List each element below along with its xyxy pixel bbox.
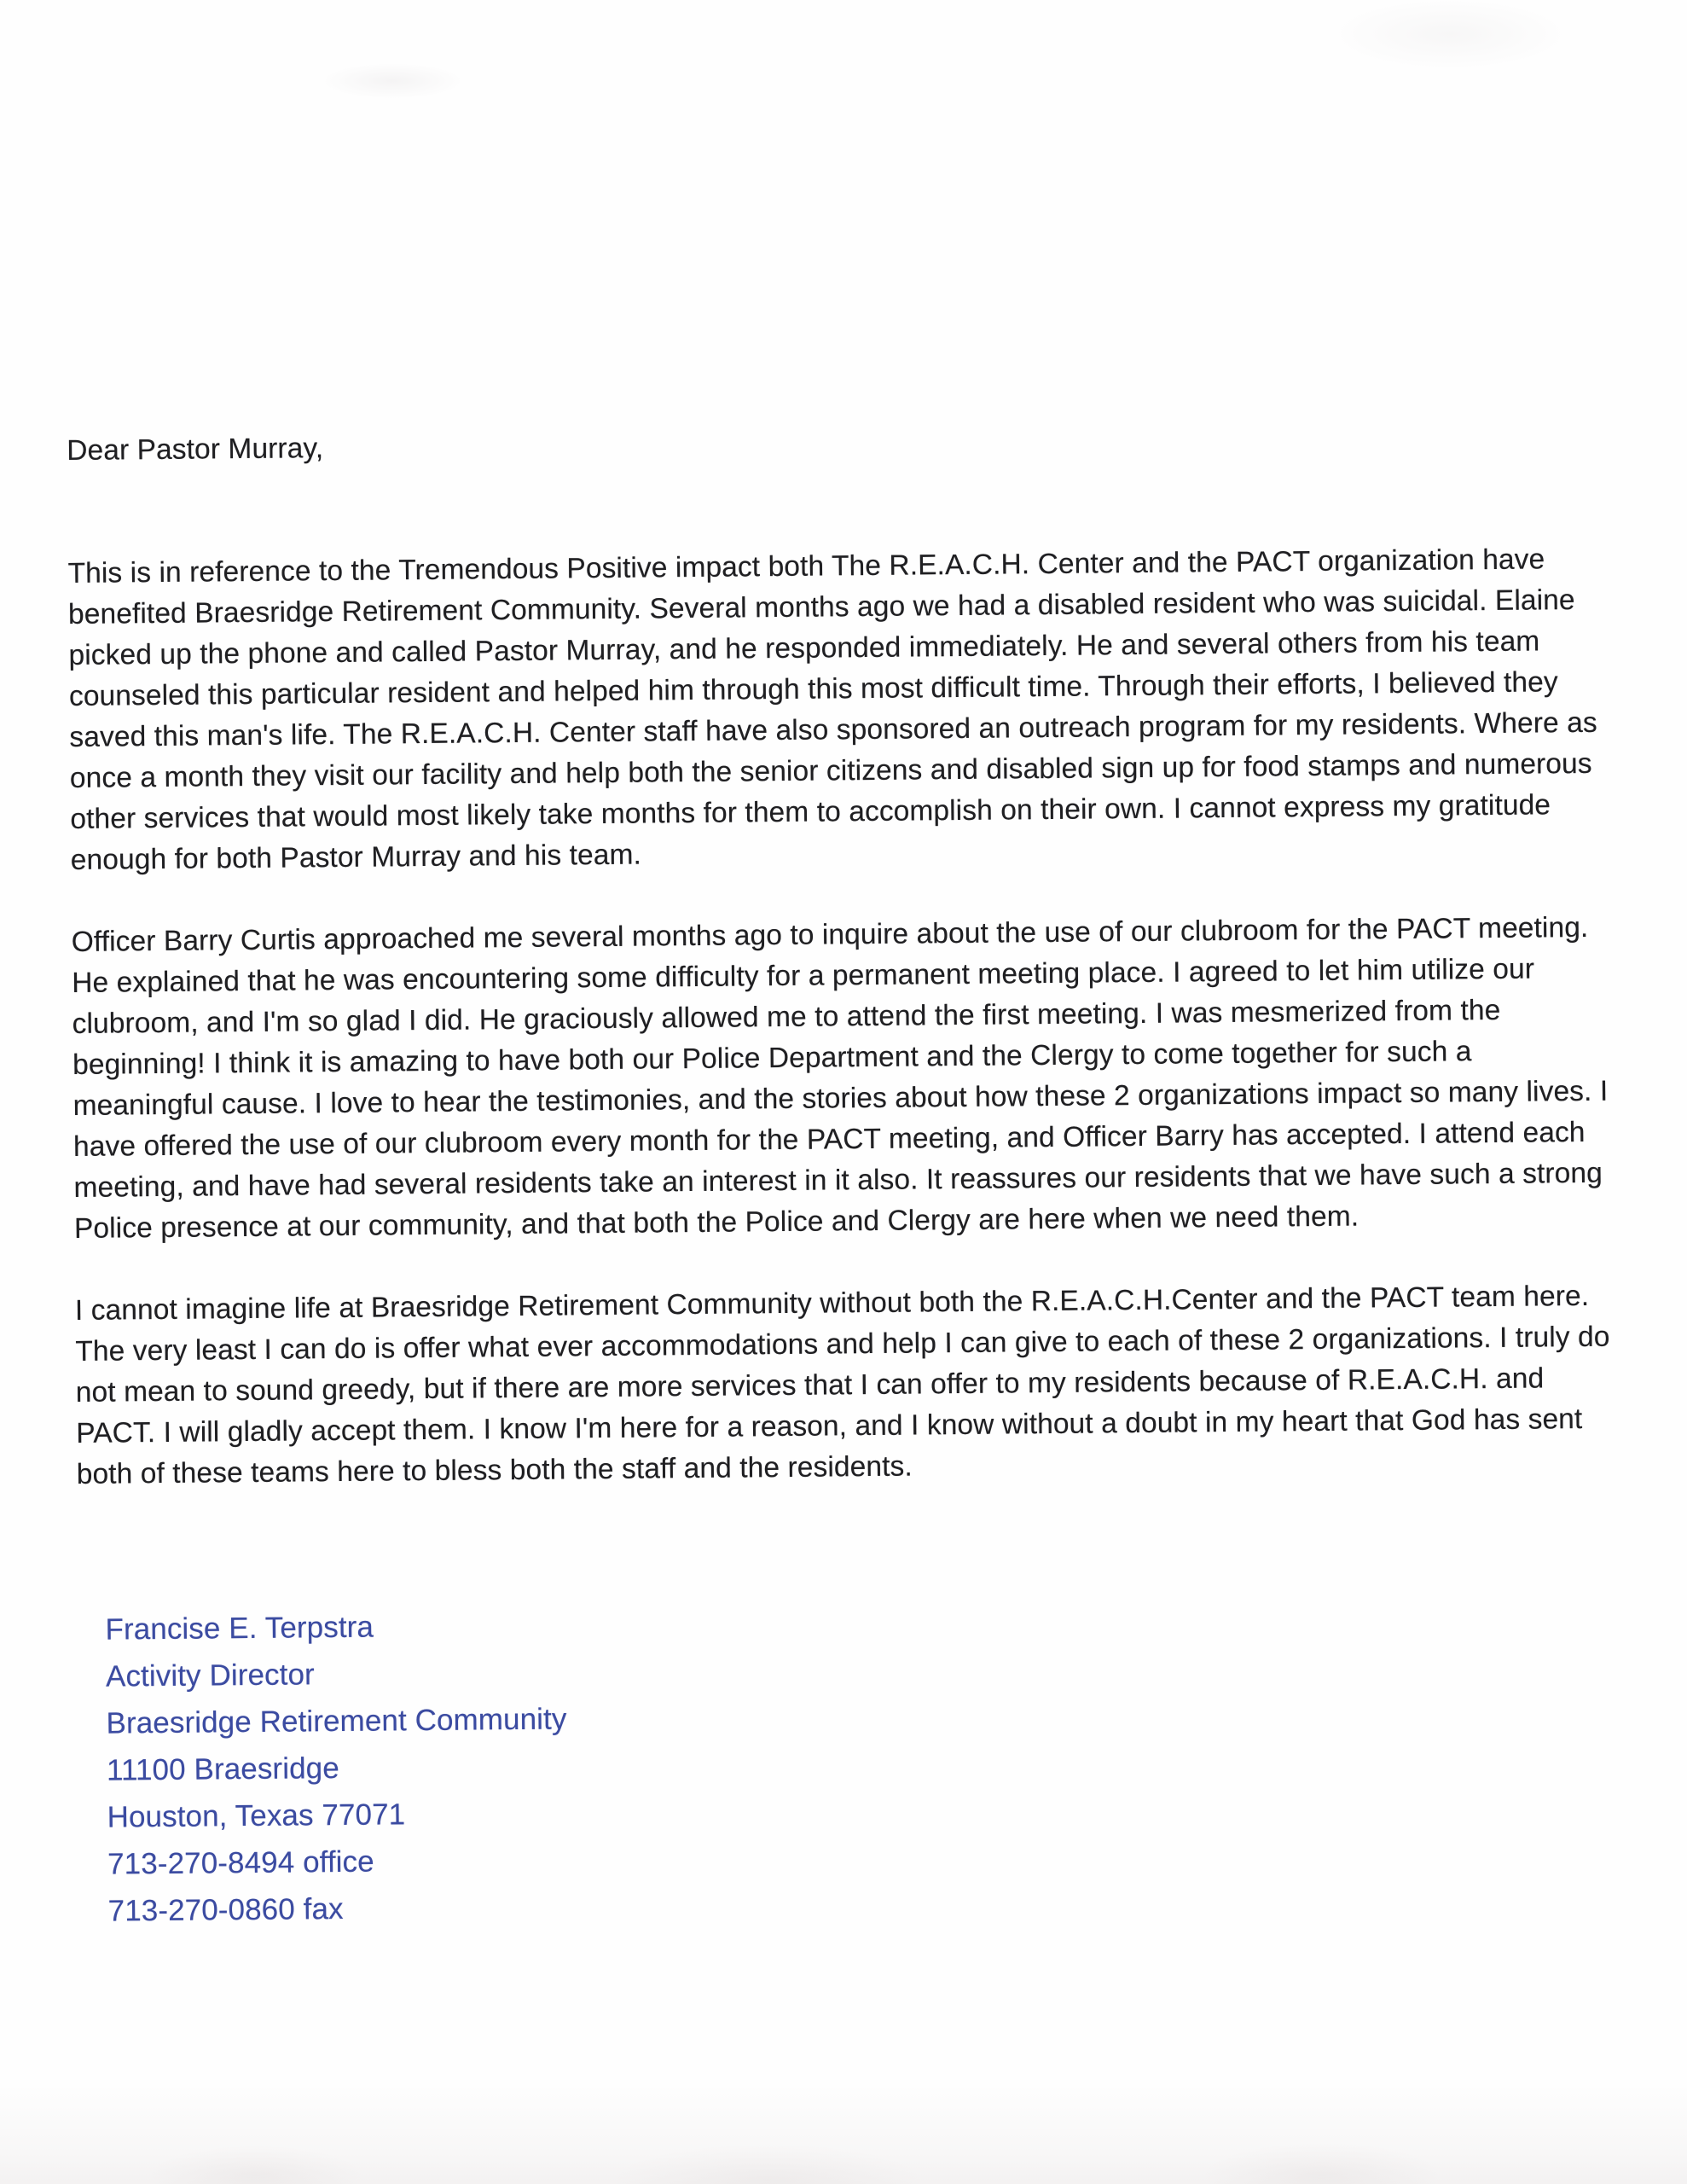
signature-address-city: Houston, Texas 77071 [107,1798,406,1834]
signature-block [105,1592,1625,1935]
scan-artifact-bottom [0,2082,1687,2184]
letter-body [67,416,1625,1935]
signature-address-street: 11100 Braesridge [106,1751,339,1787]
letter-paragraph-1: This is in reference to the Tremendous Positive impact both The R.E.A.C.H. Center and the PACT organization have benefited Braesridge Retirement Community. Several months ago we had a disabled resident who was suicidal. Elaine picked up the phone and called Pastor Murray, and he responded immediately. He and several others from his team counseled this particular resident and helped him through this most difficult time. Through their efforts, I believed they saved this man's life. The R.E.A.C.H. Center staff have also sponsored an outreach program for my residents. Where as once a month they visit our facility and help both the senior citizens and disabled sign up for food stamps and numerous other services that would most likely take months for them to accomplish on their own. I cannot express my gratitude enough for both Pastor Murray and his team. [67,543,1597,876]
signature-title: Activity Director [105,1658,315,1693]
signature-phone-office: 713-270-8494 office [107,1844,374,1881]
signature-phone-fax: 713-270-0860 fax [107,1891,344,1928]
scan-artifact-top [0,0,1687,188]
signature-name: Francise E. Terpstra [105,1610,374,1647]
signature-organization: Braesridge Retirement Community [106,1702,567,1740]
letter-paragraph-2: Officer Barry Curtis approached me several months ago to inquire about the use of our clubroom for the PACT meeting. He explained that he was encountering some difficulty for a permanent meeting place. I agreed to let him utilize our clubroom, and I'm so glad I did. He graciously allowed me to attend the first meeting. I was mesmerized from the beginning! I think it is amazing to have both our Police Department and the Clergy to come together for such a meaningful cause. I love to hear the testimonies, and the stories about how these 2 organizations impact so many lives. I have offered the use of our clubroom every month for the PACT meeting, and Officer Barry has accepted. I attend each meeting, and have had several residents take an interest in it also. It reassures our residents that we have such a strong Police presence at our community, and that both the Police and Clergy are here when we need them. [71,911,1609,1245]
letter-paragraph-3: I cannot imagine life at Braesridge Retirement Community without both the R.E.A.C.H.Center and the PACT team here. The very least I can do is offer what ever accommodations and help I can give to each of these 2 organizations. I truly do not mean to sound greedy, but if there are more services that I can offer to my residents because of R.E.A.C.H. and PACT. I will gladly accept them. I know I'm here for a reason, and I know without a doubt in my heart that God has sent both of these teams here to bless both the staff and the residents. [74,1280,1610,1490]
salutation: Dear Pastor Murray, [67,433,324,467]
